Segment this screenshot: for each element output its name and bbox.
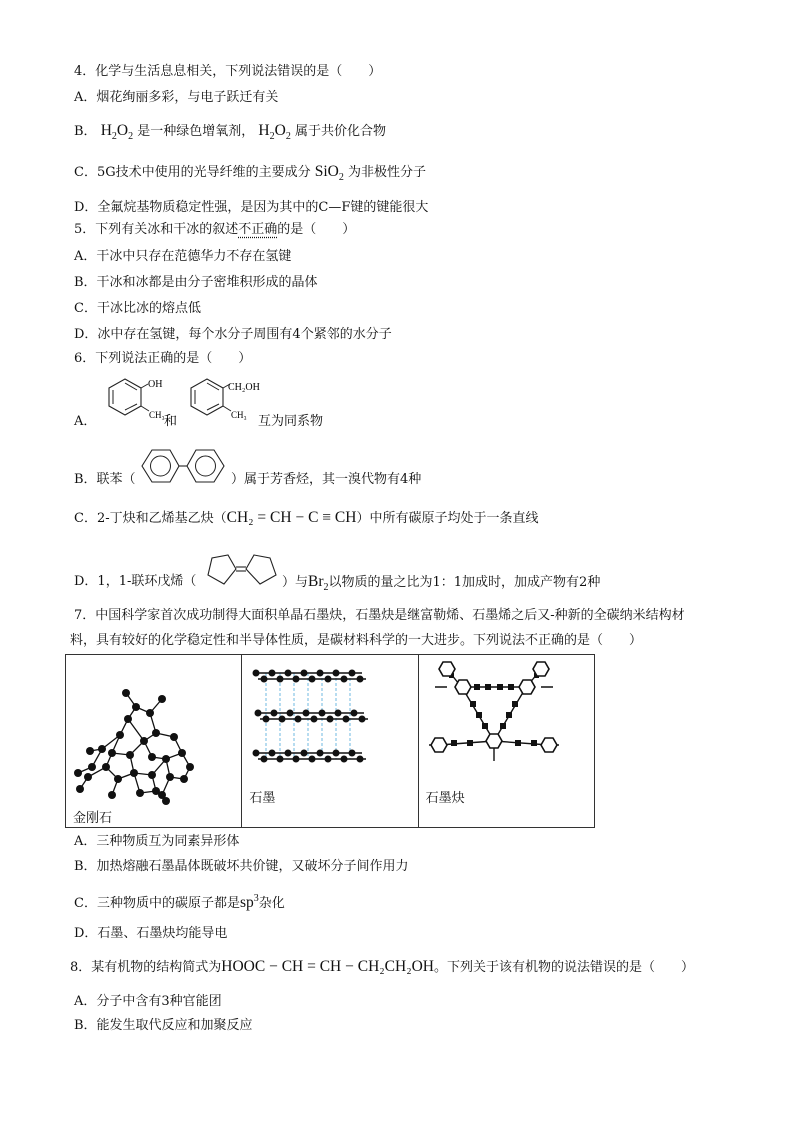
graphdiyne-structure [419, 655, 595, 785]
bicyclopentenyl-structure [204, 549, 284, 589]
q4-option-c [74, 162, 426, 188]
q6-option-d-pre: D．1，1-联环戊烯（ [74, 574, 197, 589]
sio2-formula: SiO$_2$ [314, 163, 344, 184]
q6-option-a-letter: A． [74, 414, 97, 429]
graphdiyne-cell [418, 655, 594, 828]
q5-option-a: A．干冰中只存在范德华力不存在氢键 [74, 249, 292, 264]
q8-option-a: A．分子中含有3种官能团 [74, 994, 222, 1009]
option-text: 属于共价化合物 [294, 124, 386, 139]
q7-option-b: B．加热熔融石墨晶体既破坏共价键，又破坏分子间作用力 [74, 859, 409, 874]
q4-option-b [74, 121, 386, 147]
oh-label: OH [148, 379, 163, 390]
diamond-structure [66, 655, 242, 805]
q6-option-b-pre: B．联苯（ [74, 472, 136, 487]
graphite-label: 石墨 [249, 791, 276, 806]
q6-option-c [74, 508, 538, 529]
q5-option-d: D．冰中存在氢键，每个水分子周围有4个紧邻的水分子 [74, 327, 392, 342]
option-text: 杂化 [258, 896, 285, 912]
q7-option-a: A．三种物质互为同素异形体 [74, 834, 240, 849]
h2o2-formula: $H_2O_2$ [258, 122, 291, 143]
stem-text: 5．下列有关冰和干冰的叙述 [74, 222, 239, 237]
q6-stem: 6．下列说法正确的是（ ） [74, 351, 252, 366]
biphenyl-structure [136, 445, 232, 487]
q7-option-c [74, 889, 285, 914]
diamond-label: 金刚石 [73, 811, 113, 826]
diamond-cell [66, 655, 242, 828]
q6-option-b-post: ）属于芳香烃，其一溴代物有4种 [231, 472, 422, 487]
graphite-cell [242, 655, 418, 828]
option-text: 为非极性分子 [348, 165, 427, 180]
option-text: C．2-丁炔和乙烯基乙炔（ [74, 511, 227, 526]
h2o2-formula: $H_2O_2$ [100, 122, 134, 143]
option-letter: B． [74, 124, 97, 139]
q8-option-b: B．能发生取代反应和加聚反应 [74, 1018, 253, 1033]
q4-stem: 4．化学与生活息息相关，下列说法错误的是（ ） [74, 64, 382, 79]
q5-stem [74, 220, 355, 240]
ch2oh-label: CH₂OH [228, 382, 260, 393]
carbon-allotropes-figure [65, 654, 595, 828]
option-text: ）与 [282, 575, 309, 590]
q5-option-c: C．干冰比冰的熔点低 [74, 301, 201, 316]
option-text: C．5G技术中使用的光导纤维的主要成分 [74, 165, 311, 180]
q6-option-d-post [282, 572, 600, 598]
q7-stem-line2: 料，具有较好的化学稳定性和半导体性质，是碳材料科学的一大进步。下列说法不正确的是（ ） [70, 633, 643, 648]
ch3-label: CH₃ [149, 410, 165, 420]
option-text: ）中所有碳原子均处于一条直线 [356, 511, 539, 526]
option-text: 以物质的量之比为1：1加成时，加成产物有2种 [328, 575, 601, 590]
q7-stem-line1: 7．中国科学家首次成功制得大面积单晶石墨炔，石墨炔是继富勒烯、石墨烯之后又-种新的全碳纳米结构材 [74, 608, 685, 623]
q5-option-b: B．干冰和冰都是由分子密堆积形成的晶体 [74, 275, 318, 290]
stem-text: 的是（ ） [277, 222, 356, 237]
q7-option-d: D．石墨、石墨炔均能导电 [74, 926, 228, 941]
q6-option-a-text: 互为同系物 [258, 414, 324, 429]
graphite-structure [242, 655, 418, 785]
option-text: 是一种绿色增氧剂， [137, 124, 255, 139]
stem-text: 。下列关于该有机物的说法错误的是（ ） [434, 960, 695, 975]
compound-formula: HOOC − CH = CH − CH₂CH₂OH [221, 958, 434, 975]
br2-formula: $Br_2$ [308, 573, 329, 594]
and-text: 和 [164, 414, 178, 429]
option-text: C．三种物质中的碳原子都是 [74, 896, 240, 912]
graphdiyne-label: 石墨炔 [425, 791, 465, 806]
q4-option-a: A．烟花绚丽多彩，与电子跃迁有关 [74, 90, 279, 105]
vinylacetylene-formula: CH₂ = CH − C ≡ CH [226, 509, 357, 526]
emphasis-text: 不正确 [238, 222, 278, 237]
stem-text: 8．某有机物的结构简式为 [70, 960, 222, 975]
q4-option-d: D．全氟烷基物质稳定性强，是因为其中的C—F键的键能很大 [74, 200, 429, 215]
ch3-label: CH₃ [231, 410, 247, 420]
q8-stem [70, 957, 694, 978]
sp3-notation: $sp^3$ [239, 893, 259, 912]
